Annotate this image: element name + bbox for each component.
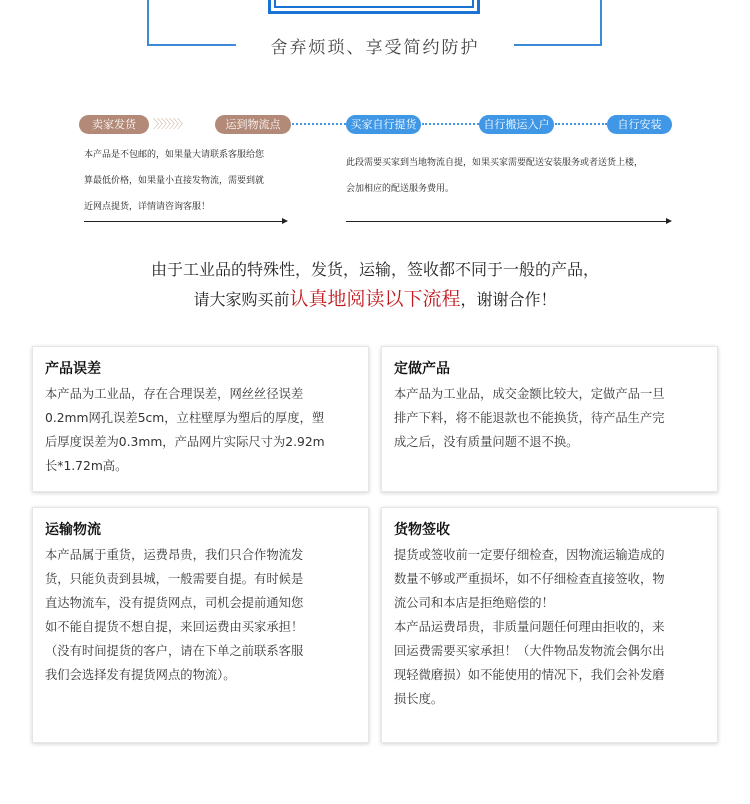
- flow-right-arrow: [346, 221, 666, 222]
- card-body: 本产品为工业品，成交金额比较大，定做产品一旦 排产下料，将不能退款也不能换货，待产品生产完 成之后，没有质量问题不退不换。: [394, 387, 665, 449]
- flow-dotted-connector: [422, 123, 479, 125]
- card-title: 定做产品: [394, 361, 450, 377]
- card-body: 本产品属于重货，运费昂贵，我们只合作物流发 货，只能负责到县城，一般需要自提。有时候是 直达物流车，没有提货网点，司机会提前通知您 如不能自提货不想自提，来回运费由买家承担！ （没有时间提货的客户，请在下单之前联系客服 我们会选择发有提货网点的物流）。: [45, 548, 304, 682]
- arrow-right-icon: [666, 218, 672, 224]
- flow-step-buyer-pickup: 买家自行提货: [346, 115, 421, 134]
- flow-step-self-carry: 自行搬运入户: [479, 115, 554, 134]
- flow-right-note: 此段需要买家到当地物流自提，如果买家需要配送安装服务或者送货上楼， 会加相应的配送服务费用。: [346, 158, 644, 194]
- card-goods-receipt: [381, 507, 718, 743]
- flow-left-arrow: [84, 221, 282, 222]
- card-body: 本产品为工业品，存在合理误差，网丝丝径误差 0.2mm网孔误差5cm，立柱壁厚为塑后的厚度，塑 后厚度误差为0.3mm，产品网片实际尺寸为2.92m 长*1.72m高。: [45, 387, 325, 473]
- flow-dotted-connector: [292, 123, 346, 125]
- arrow-right-icon: [282, 218, 288, 224]
- card-custom-product: [381, 346, 718, 492]
- card-title: 货物签收: [394, 522, 450, 538]
- banner-slogan: 舍弃烦琐、享受简约防护: [236, 36, 514, 60]
- card-title: 运输物流: [45, 522, 101, 538]
- banner-title-box: [268, 0, 480, 14]
- card-title: 产品误差: [45, 361, 101, 377]
- notice-line-2: 请大家购买前认真地阅读以下流程，谢谢合作！: [193, 288, 557, 310]
- flow-step-logistics-point: 运到物流点: [215, 115, 291, 134]
- card-shipping-logistics: [32, 507, 369, 743]
- card-body: 提货或签收前一定要仔细检查，因物流运输造成的 数量不够或严重损坏，如不仔细检查直接签收，物 流公司和本店是拒绝赔偿的！ 本产品运费昂贵，非质量问题任何理由拒收的，来 回运费需要买家承担！（大件物品发物流会偶尔出 现轻微磨损）如不能使用的情况下，我们会补发磨 损长度。: [394, 548, 665, 706]
- flow-step-self-install: 自行安装: [607, 115, 672, 134]
- flow-left-note: 本产品是不包邮的，如果量大请联系客服给您 算最低价格，如果量小直接发物流，需要到就 近网点提货，详情请咨询客服！: [84, 150, 265, 212]
- notice-emphasis: 认真地阅读以下流程: [289, 288, 461, 310]
- flow-chevron-connector: 〉〉〉〉〉〉〉: [153, 117, 188, 131]
- card-product-tolerance: [32, 346, 369, 492]
- flow-dotted-connector: [555, 123, 607, 125]
- flow-step-seller-ship: 卖家发货: [79, 115, 149, 134]
- notice-line-1: 由于工业品的特殊性，发货，运输，签收都不同于一般的产品，: [150, 260, 599, 279]
